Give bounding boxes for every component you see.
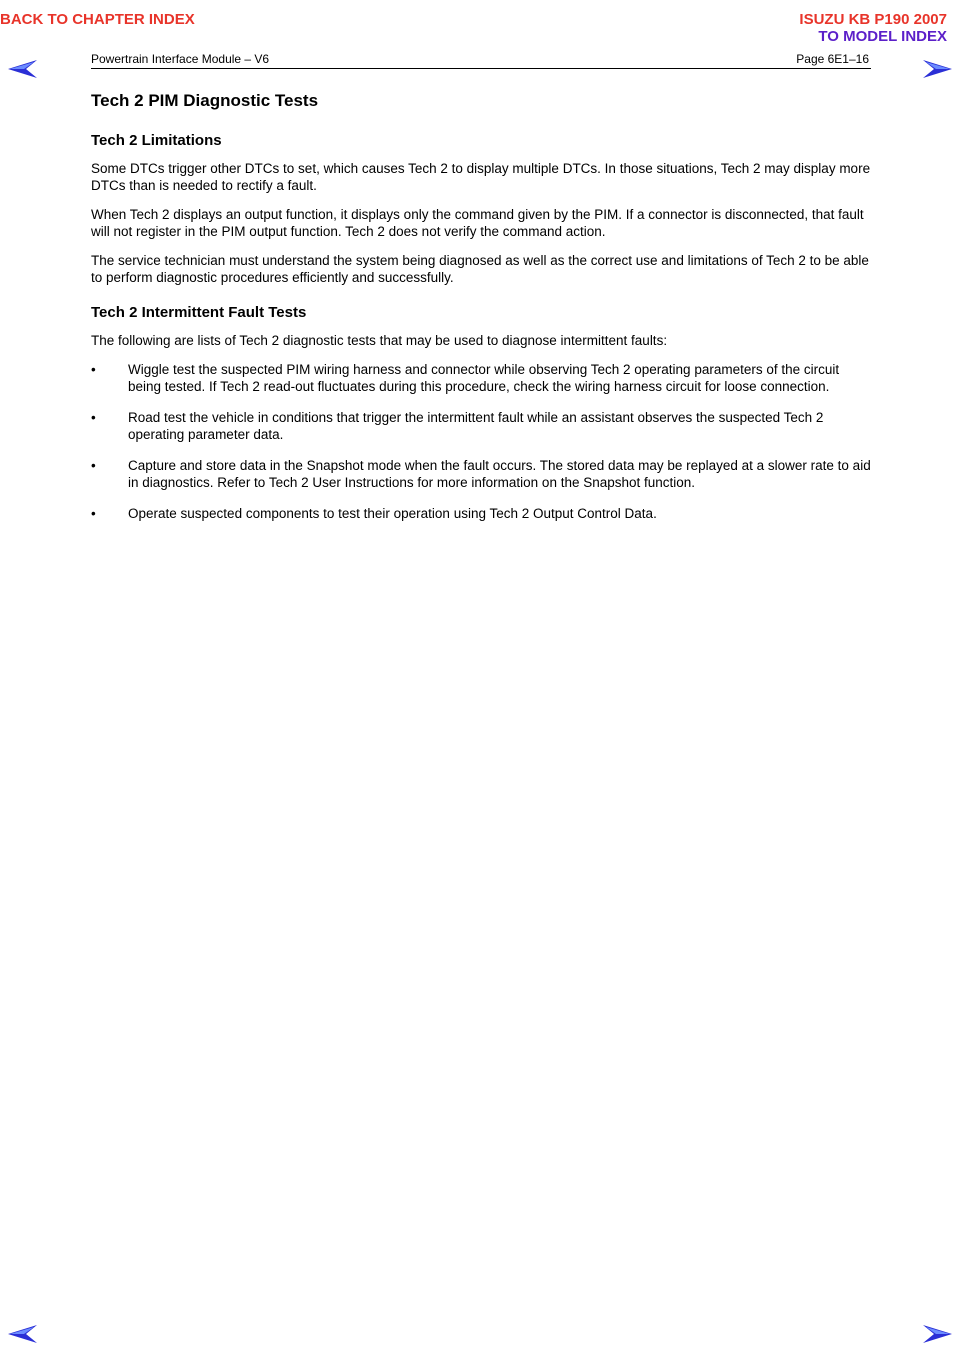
intermittent-heading: Tech 2 Intermittent Fault Tests — [91, 304, 307, 321]
model-title: ISUZU KB P190 2007 — [799, 11, 947, 28]
back-to-chapter-index-link[interactable]: BACK TO CHAPTER INDEX — [0, 11, 195, 28]
limitations-heading: Tech 2 Limitations — [91, 132, 222, 149]
limitations-paragraph: The service technician must understand the system being diagnosed as well as the correct use and limitations of Tech 2 to be able to perform diagnostic procedures efficiently and successfully. — [91, 253, 869, 285]
document-body — [91, 90, 873, 536]
limitations-paragraph: Some DTCs trigger other DTCs to set, which causes Tech 2 to display multiple DTCs. In those situations, Tech 2 may display more DTCs than is needed to rectify a fault. — [91, 161, 871, 193]
bullet-icon: • — [91, 362, 96, 377]
to-model-index-link[interactable]: TO MODEL INDEX — [818, 28, 947, 45]
next-page-button[interactable] — [922, 59, 952, 79]
list-item-text: Wiggle test the suspected PIM wiring harness and connector while observing Tech 2 operating parameters of the circuit being tested. If Tech 2 read-out fluctuates during this procedure, check the wiring harness circuit for loose connection. — [128, 362, 840, 394]
bullet-icon: • — [91, 506, 96, 521]
right-arrow-icon — [922, 1324, 952, 1344]
list-item — [91, 361, 873, 395]
bullet-icon: • — [91, 458, 96, 473]
model-index-block — [799, 11, 947, 45]
page-header — [91, 52, 871, 69]
page-number: Page 6E1–16 — [796, 52, 869, 66]
list-item — [91, 409, 873, 443]
limitations-paragraph: When Tech 2 displays an output function, it displays only the command given by the PIM. If a connector is disconnected, that fault will not register in the PIM output function. Tech 2 does not verify the command action. — [91, 207, 864, 239]
list-item-text: Road test the vehicle in conditions that trigger the intermittent fault while an assistant observes the suspected Tech 2 operating parameter data. — [128, 410, 824, 442]
left-arrow-icon — [8, 59, 38, 79]
list-item-text: Capture and store data in the Snapshot mode when the fault occurs. The stored data may be replayed at a slower rate to aid in diagnostics. Refer to Tech 2 User Instructions for more information on the Snapshot function. — [128, 458, 871, 490]
prev-page-button[interactable] — [8, 59, 38, 79]
left-arrow-icon — [8, 1324, 38, 1344]
list-item-text: Operate suspected components to test their operation using Tech 2 Output Control Data. — [128, 506, 657, 521]
next-page-button-bottom[interactable] — [922, 1324, 952, 1344]
intermittent-test-list — [91, 361, 873, 522]
right-arrow-icon — [922, 59, 952, 79]
list-item — [91, 505, 873, 522]
document-section-title: Powertrain Interface Module – V6 — [91, 52, 270, 66]
list-item — [91, 457, 873, 491]
intermittent-intro: The following are lists of Tech 2 diagnostic tests that may be used to diagnose intermittent faults: — [91, 333, 668, 348]
prev-page-button-bottom[interactable] — [8, 1324, 38, 1344]
bullet-icon: • — [91, 410, 96, 425]
page-title: Tech 2 PIM Diagnostic Tests — [91, 91, 319, 110]
